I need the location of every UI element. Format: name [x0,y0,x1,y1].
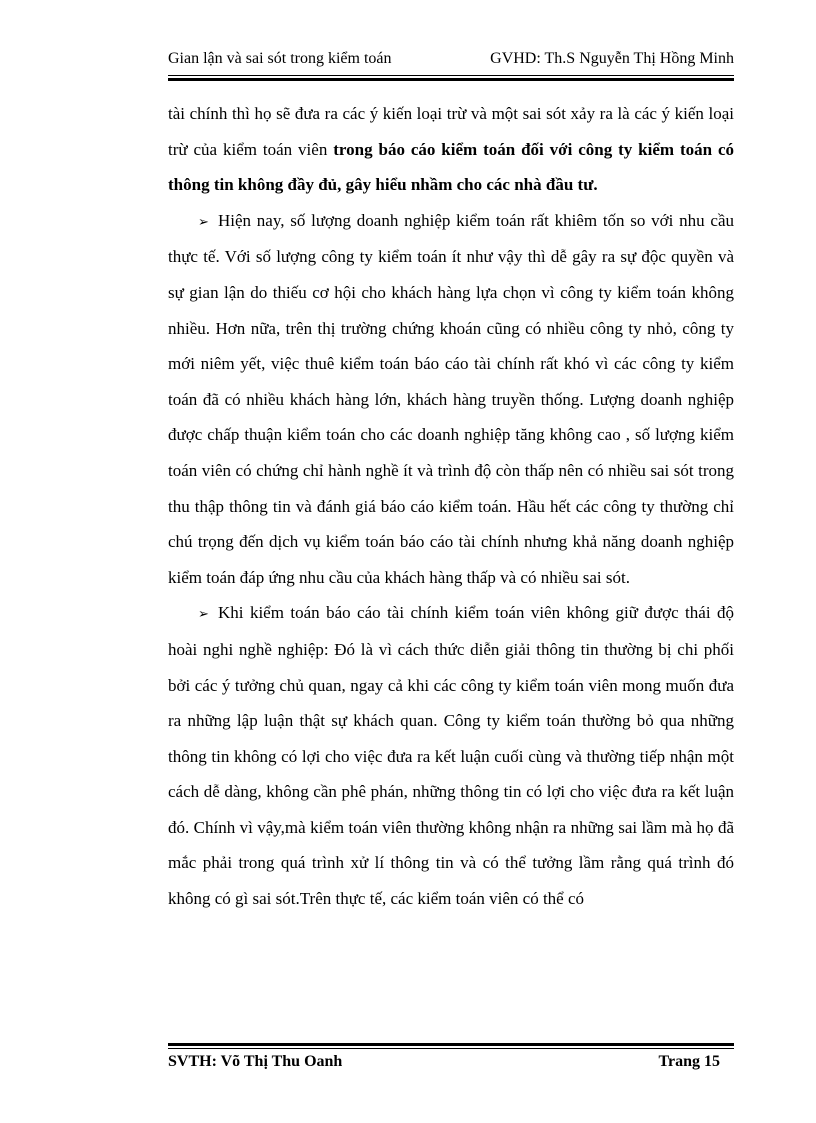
footer-author: SVTH: Võ Thị Thu Oanh [168,1053,343,1070]
page-body [168,96,734,917]
arrow-bullet-icon: ➢ [198,213,209,229]
footer-rule-thick [168,1043,734,1046]
page-footer [168,1053,720,1071]
paragraph-text: Hiện nay, số lượng doanh nghiệp kiểm toán rất khiêm tốn so với nhu cầu thực tế. Với số lượng công ty kiểm toán ít như vậy thì dễ gây ra sự độc quyền và sự gian lận do thiếu cơ hội cho khách hàng lựa chọn vì công ty kiểm toán không nhiều. Hơn nữa, trên thị trường chứng khoán cũng có nhiều công ty nhỏ, công ty mới niêm yết, việc thuê kiểm toán báo cáo tài chính rất khó vì các công ty kiểm toán đã có nhiều khách hàng lớn, khách hàng truyền thống. Lượng doanh nghiệp được chấp thuận kiểm toán cho các doanh nghiệp tăng không cao , số lượng kiểm toán viên có chứng chỉ hành nghề ít và trình độ còn thấp nên có nhiều sai sót trong thu thập thông tin và đánh giá báo cáo kiểm toán. Hầu hết các công ty thường chỉ chú trọng đến dịch vụ kiểm toán báo cáo tài chính nhưng khả năng doanh nghiệp kiểm toán đáp ứng nhu cầu của khách hàng thấp và có nhiều sai sót. [168,210,734,587]
bullet-paragraph [168,203,734,596]
paragraph-continued [168,96,734,203]
header-title: Gian lận và sai sót trong kiểm toán [168,50,392,67]
header-supervisor: GVHD: Th.S Nguyễn Thị Hồng Minh [490,50,734,67]
paragraph-text: Khi kiểm toán báo cáo tài chính kiểm toán viên không giữ được thái độ hoài nghi nghề nghiệp: Đó là vì cách thức diễn giải thông tin thường bị chi phối bởi các ý tưởng chủ quan, ngay cả khi các công ty kiểm toán viên mong muốn đưa ra những lập luận thật sự khách quan. Công ty kiểm toán thường bỏ qua những thông tin không có lợi cho việc đưa ra kết luận cuối cùng và thường tiếp nhận một cách dễ dàng, không cần phê phán, những thông tin có lợi cho việc đưa ra kết luận đó. Chính vì vậy,mà kiểm toán viên thường không nhận ra những sai lầm mà họ đã mắc phải trong quá trình xử lí thông tin và có thể tưởng lầm rằng quá trình đó không có gì sai sót.Trên thực tế, các kiểm toán viên có thể có [168,603,734,909]
paragraph-text: tài chính thì họ sẽ đưa ra các ý kiến loại trừ và một sai sót xảy ra là các ý kiến loại trừ của kiểm toán viên [168,104,734,159]
paragraph-bold-text: trong báo cáo kiểm toán đối với công ty kiểm toán có thông tin không đầy đủ, gây hiểu nhầm cho các nhà đầu tư. [168,139,735,195]
page-number: Trang 15 [658,1053,720,1070]
header-rule-thin [168,75,734,76]
footer-rule-thin [168,1048,734,1049]
bullet-paragraph [168,595,734,916]
page-header [168,50,734,74]
arrow-bullet-icon: ➢ [198,606,209,622]
header-rule-thick [168,78,734,81]
